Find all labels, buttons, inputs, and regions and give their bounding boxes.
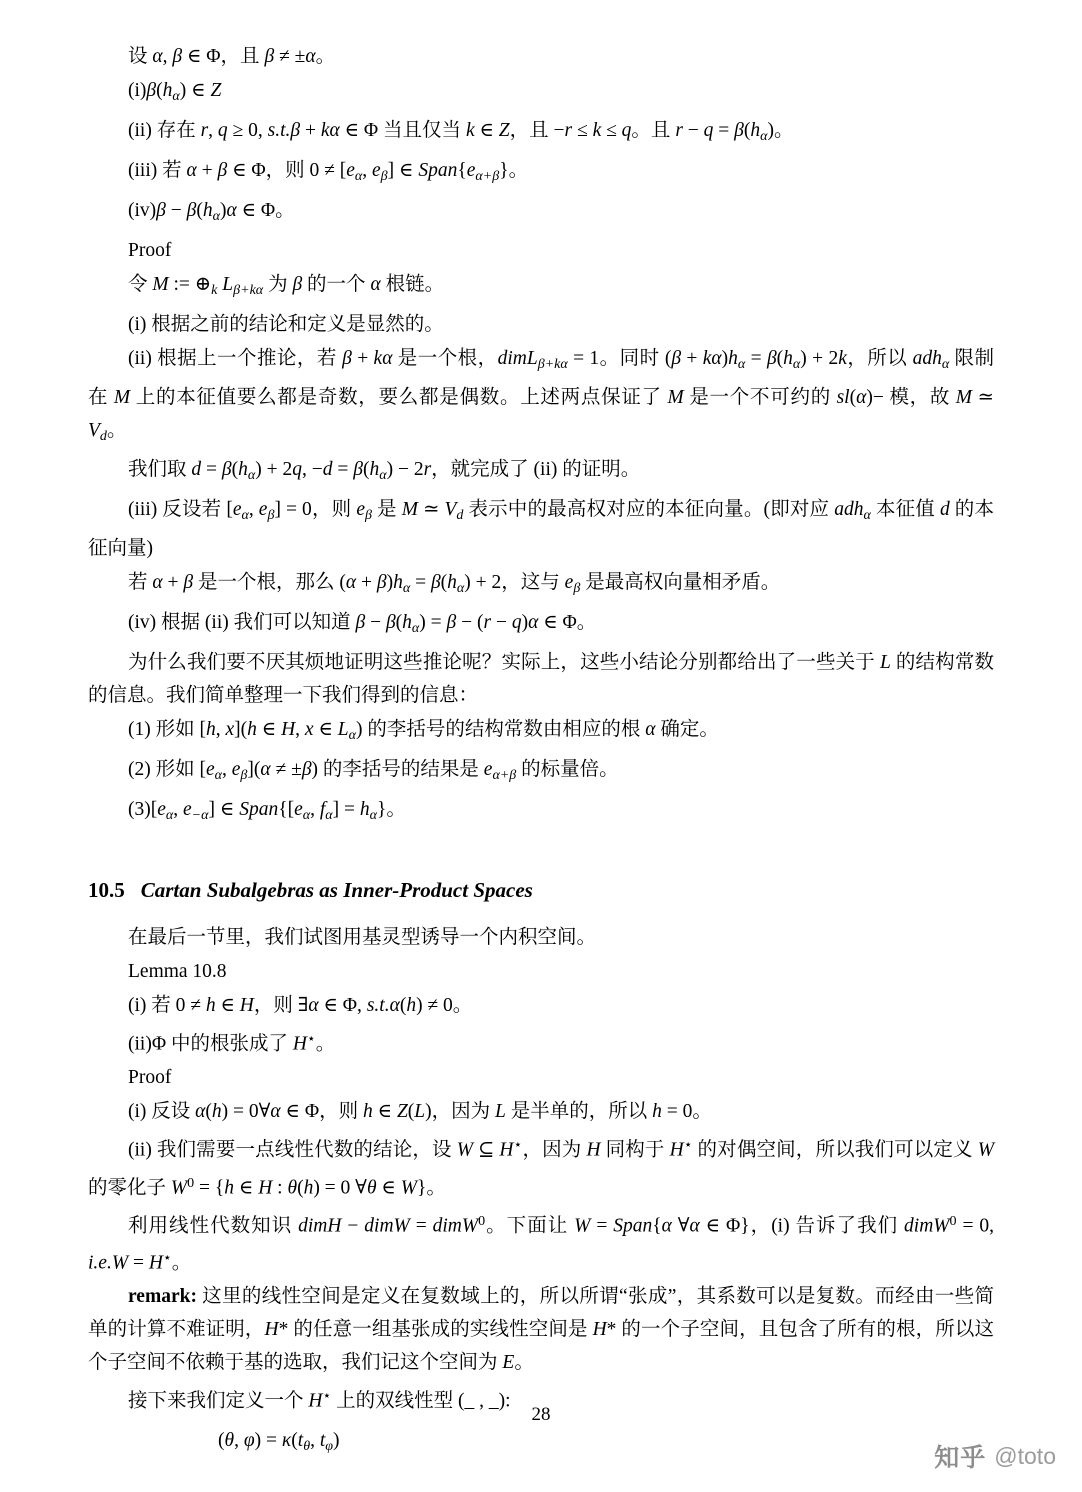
section-number: 10.5 (88, 877, 125, 902)
paragraph-summary-2: (2) 形如 [$e_\alpha$, $e_\beta](\alpha \ne \pm\beta)$ 的李括号的结果是 $e_{\alpha+\beta}$ 的标量倍。 (128, 759, 619, 783)
paragraph-item-iv: $(iv)\beta - \beta(h_\alpha)\alpha$ ∈ Φ。 (128, 199, 295, 224)
paragraph-remark: remark: 这里的线性空间是定义在复数域上的，所以所谓“张成”，其系数可以是复数。而经由一些简单的计算不难证明，H* 的任意一组基张成的实线性空间是 H* 的一个子空间，且包含了所有的根，所以这个子空间不依赖于基的选取，我们记这个空间为 E。 (88, 1286, 994, 1374)
paragraph-proof-setup: 令 M := $\oplus_k$ $L_{\beta+k\alpha}$ 为 β 的一个 α 根链。 (128, 273, 445, 298)
paragraph-proof-i: (i) 根据之前的结论和定义是显然的。 (128, 313, 444, 335)
paragraph-summary-3: $(3)[e_\alpha$, $e_{-\alpha}$] ∈ $Span\{[e_\alpha$, $f_\alpha] = h_\alpha$}。 (128, 798, 406, 823)
paragraph-bilinear-intro: 接下来我们定义一个 H⋆ 上的双线性型 (_ , _): (128, 1388, 511, 1412)
paragraph-linear-algebra: 利用线性代数知识 dimH − dimW = dimW$^0$。下面让 W = Span{α ∀α ∈ Φ}，(i) 告诉了我们 dimW$^0$ = 0, i.e.W = H⋆。 (88, 1212, 994, 1274)
paragraph-proof-ii-conclusion: 我们取 $d = \beta(h_\alpha) + 2q$, $-d = \beta(h_\alpha) - 2r$，就完成了 (ii) 的证明。 (128, 459, 641, 484)
paragraph-lemma-i: (i) 若 0 ≠ h ∈ H，则 ∃α ∈ Φ, s.t.α(h) ≠ 0。 (128, 994, 473, 1016)
page-content (88, 40, 994, 1463)
paragraph-item-ii: (ii) 存在 r, q ≥ 0, s.t.β + kα ∈ Φ 当且仅当 k ∈ Z，且 −r ≤ k ≤ q。且 $r - q = \beta(h_\alpha)$。 (128, 119, 794, 144)
watermark-handle: @toto (994, 1442, 1056, 1469)
paragraph-proof-iii-contradiction: 若 α + β 是一个根，那么 $(\alpha + \beta)h_\alpha = \beta(h_\alpha) + 2$，这与 $e_\beta$ 是最高权向量相矛盾。 (128, 572, 781, 597)
paragraph-item-i: $(i)\beta(h_\alpha)$ ∈ Z (128, 80, 222, 104)
paragraph-item-iii: (iii) 若 α + β ∈ Φ，则 $0 \ne [e_\alpha$, $e_\beta$] ∈ $Span\{e_{\alpha+\beta}\}$。 (128, 159, 529, 184)
lemma-label: Lemma 10.8 (128, 960, 227, 982)
paragraph-lemma-proof-ii: (ii) 我们需要一点线性代数的结论，设 W ⊆ H⋆，因为 H 同构于 H⋆ 的对偶空间，所以我们可以定义 W 的零化子 $W^0 = \{h$ ∈ H : θ(h) = 0 ∀θ ∈ W}。 (88, 1137, 994, 1198)
paragraph-motivation: 为什么我们要不厌其烦地证明这些推论呢？实际上，这些小结论分别都给出了一些关于 L 的结构常数的信息。我们简单整理一下我们得到的信息： (88, 652, 994, 707)
paragraph-proof-iv: (iv) 根据 (ii) 我们可以知道 $\beta - \beta(h_\alpha) = \beta - (r - q)\alpha$ ∈ Φ。 (128, 612, 597, 637)
proof-label-2: Proof (128, 1067, 172, 1089)
paragraph-summary-1: (1) 形如 [h, x](h ∈ H, x ∈ $L_\alpha$) 的李括号的结构常数由相应的根 α 确定。 (128, 719, 719, 744)
paragraph-setup: 设 α, β ∈ Φ，且 β ≠ ±α。 (128, 46, 336, 67)
zhihu-logo: 知乎 (934, 1444, 987, 1472)
paragraph-lemma-proof-i: (i) 反设 α(h) = 0∀α ∈ Φ，则 h ∈ Z(L)，因为 L 是半单的，所以 h = 0。 (128, 1101, 712, 1123)
paragraph-lemma-ii: (ii)Φ 中的根张成了 H⋆。 (128, 1030, 336, 1055)
section-heading (88, 878, 994, 903)
section-title: Cartan Subalgebras as Inner-Product Spaces (140, 877, 533, 902)
proof-label-1: Proof (128, 239, 172, 261)
page-number: 28 (531, 1404, 551, 1425)
paragraph-proof-ii: (ii) 根据上一个推论，若 β + kα 是一个根，dimL$_{\beta+k\alpha}$ = 1。同时 $(\beta + k\alpha)h_\alpha = \beta(h_\alpha) + 2k$，所以 adh$_\alpha$ 限制在 M 上的本征值要么都是奇数，要么都是偶数。上述两点保证了 M 是一个不可约的 sl(α)− 模，故 M ≃ $V_d$。 (88, 347, 994, 444)
watermark (934, 1438, 1056, 1474)
display-equation: (θ, $\varphi) = \kappa(t_\theta$, $t_\varphi$) (218, 1429, 340, 1454)
paragraph-proof-iii: (iii) 反设若 [$e_\alpha$, $e_\beta] = 0$，则 $e_\beta$ 是 M ≃ $V_d$ 表示中的最高权对应的本征向量。(即对应 adh$_\alpha$ 本征值 d 的本征向量) (88, 499, 994, 560)
paragraph-section-intro: 在最后一节里，我们试图用基灵型诱导一个内积空间。 (128, 926, 597, 948)
